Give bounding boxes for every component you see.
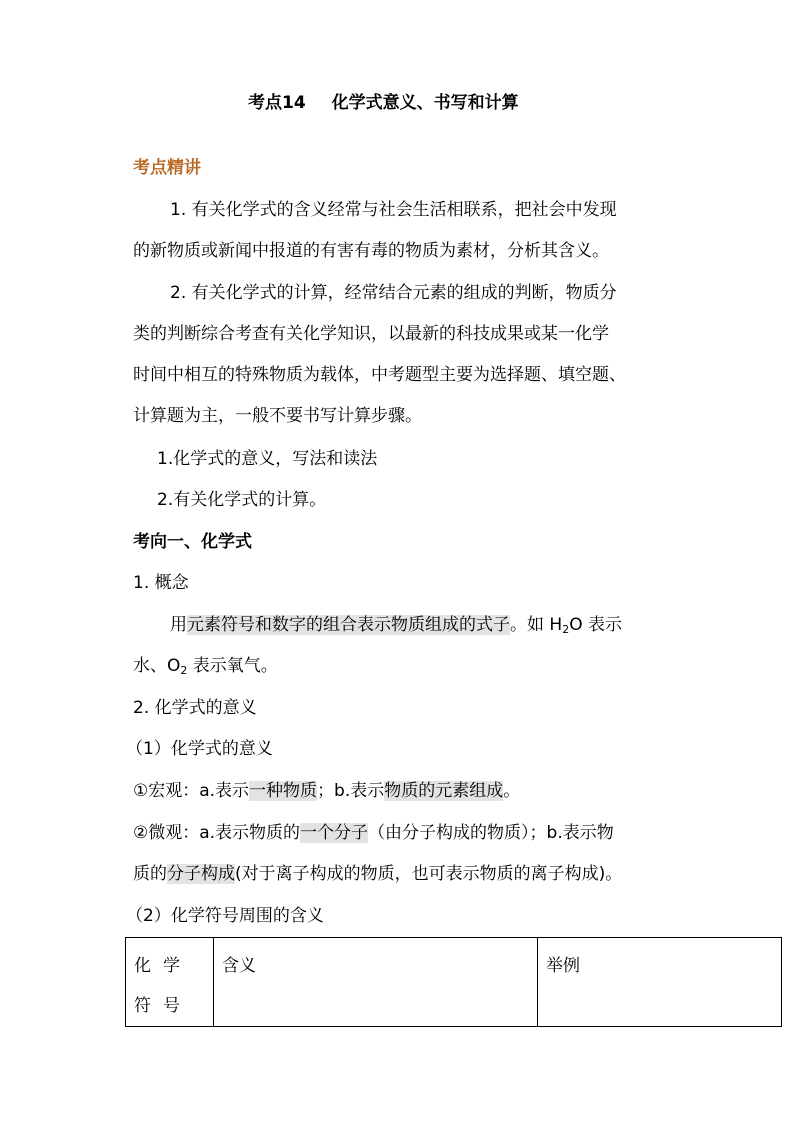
section-heading: 考点精讲 [133, 158, 201, 178]
symbol-table [125, 937, 782, 1027]
macro-mid: ；b.表示 [317, 781, 385, 801]
table-header-row [126, 938, 782, 1027]
title-point: 考点14 [248, 93, 306, 113]
kaoxiang-heading: 考向一、化学式 [133, 532, 252, 552]
intro-p2-line2: 类的判断综合考查有关化学知识，以最新的科技成果或某一化学 [133, 324, 609, 344]
macro-hl2: 物质的元素组成 [384, 781, 504, 801]
micro-post: （由分子构成的物质）；b.表示物 [368, 823, 614, 843]
table-header-symbol: 化学符号 [126, 938, 214, 1027]
title-topic: 化学式意义、书写和计算 [331, 93, 519, 113]
concept-line2-post: 表示氧气。 [187, 656, 278, 676]
table-header-example: 举例 [538, 938, 782, 1027]
table-header-meaning: 含义 [214, 938, 538, 1027]
micro-line2-post: (对于离子构成的物质，也可表示物质的离子构成)。 [235, 864, 623, 884]
intro-p2-line4: 计算题为主，一般不要书写计算步骤。 [133, 406, 422, 426]
intro-p2-line1: 2. 有关化学式的计算，经常结合元素的组成的判断，物质分 [170, 283, 617, 303]
micro-hl2: 分子构成 [167, 864, 235, 884]
concept-pre: 用 [170, 615, 187, 635]
intro-item2: 2.有关化学式的计算。 [157, 490, 327, 510]
intro-p2-line3: 时间中相互的特殊物质为载体，中考题型主要为选择题、填空题、 [133, 365, 626, 385]
intro-p1-line1: 1. 有关化学式的含义经常与社会生活相联系，把社会中发现 [170, 200, 617, 220]
macro-hl1: 一种物质 [249, 781, 318, 801]
meaning-sub2: （2）化学符号周围的含义 [126, 906, 324, 926]
concept-highlight: 元素符号和数字的组合表示物质组成的式子 [187, 615, 510, 635]
concept-sub2: 2 [180, 664, 188, 677]
concept-sub1: 2 [562, 623, 570, 636]
micro-hl1: 一个分子 [300, 823, 369, 843]
concept-heading: 1. 概念 [133, 573, 189, 593]
meaning-heading: 2. 化学式的意义 [133, 698, 257, 718]
concept-line2 [133, 655, 278, 677]
macro-pre: ①宏观：a.表示 [133, 781, 250, 801]
intro-item1: 1.化学式的意义，写法和读法 [157, 449, 378, 469]
micro-line2 [133, 863, 622, 885]
micro-pre: ②微观：a.表示物质的 [133, 823, 301, 843]
concept-post1: 。如 H [510, 615, 563, 635]
micro-line2-pre: 质的 [133, 864, 167, 884]
page-title [248, 92, 519, 114]
intro-p1-line2: 的新物质或新闻中报道的有害有毒的物质为素材，分析其含义。 [133, 241, 609, 261]
macro-post: 。 [503, 781, 521, 801]
meaning-sub1: （1）化学式的意义 [126, 739, 273, 759]
macro-line [133, 780, 520, 802]
concept-line1 [170, 614, 622, 636]
micro-line1 [133, 822, 614, 844]
concept-post2: O 表示 [569, 615, 622, 635]
concept-line2-pre: 水、O [133, 656, 181, 676]
